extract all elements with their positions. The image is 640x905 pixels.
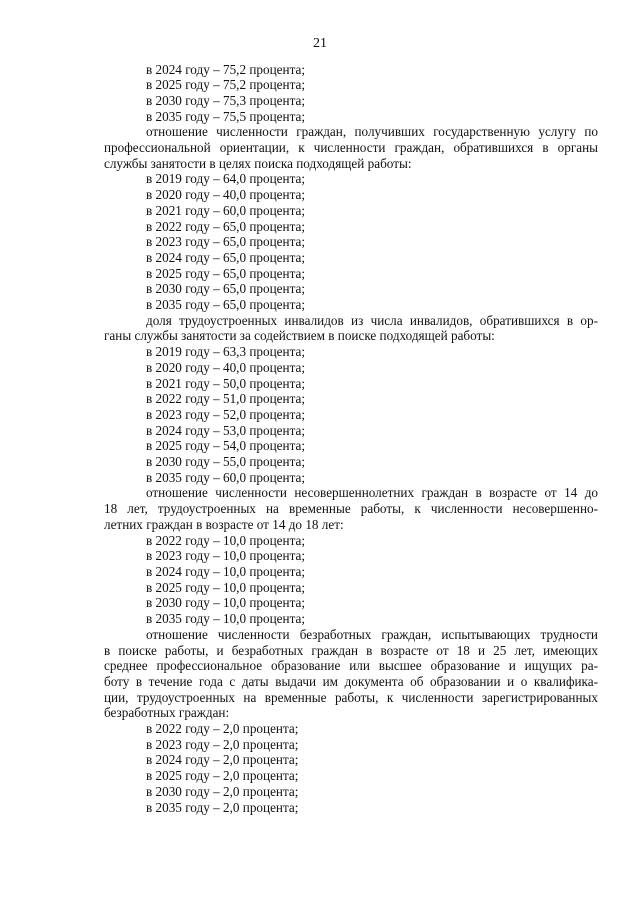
list-item: в 2024 году – 10,0 процента; <box>146 564 306 579</box>
paragraph-line: отношение численности несовершеннолетних граждан в возрасте от 14 до <box>146 485 598 501</box>
list-item: в 2035 году – 65,0 процента; <box>146 297 306 313</box>
list-item: в 2025 году – 2,0 процента; <box>146 768 299 784</box>
list-item: в 2025 году – 65,0 процента; <box>146 265 306 281</box>
paragraph-line: ганы службы занятости за содействием в поиске подходящей работы: <box>104 328 495 344</box>
list-item: в 2024 году – 75,2 процента; <box>146 61 306 77</box>
paragraph <box>104 124 598 171</box>
paragraph-line: летних граждан в возрасте от 14 до 18 лет: <box>104 516 344 532</box>
paragraph-line: в поиске работы, и безработных граждан в возрасте от 18 и 25 лет, имеющих <box>104 642 598 658</box>
list-item: в 2023 году – 52,0 процента; <box>146 406 306 422</box>
paragraph-line: доля трудоустроенных инвалидов из числа инвалидов, обратившихся в ор- <box>146 312 598 328</box>
list-item: в 2021 году – 50,0 процента; <box>146 375 306 391</box>
paragraph-line: среднее профессиональное образование или высшее образование и ищущих ра- <box>104 658 598 674</box>
list-item: в 2023 году – 10,0 процента; <box>146 548 306 564</box>
paragraph-line: службы занятости в целях поиска подходящей работы: <box>104 155 412 171</box>
list-item: в 2024 году – 65,0 процента; <box>146 249 306 265</box>
paragraph <box>104 313 598 344</box>
list-item: в 2020 году – 40,0 процента; <box>146 187 306 203</box>
paragraph <box>104 485 598 532</box>
list-item: в 2024 году – 53,0 процента; <box>146 422 306 438</box>
list-item: в 2035 году – 60,0 процента; <box>146 469 306 485</box>
list-item: в 2030 году – 55,0 процента; <box>146 454 306 470</box>
list-item: в 2030 году – 10,0 процента; <box>146 595 306 611</box>
list-item: в 2020 году – 40,0 процента; <box>146 359 306 375</box>
list-item: в 2025 году – 10,0 процента; <box>146 579 306 595</box>
list-item: в 2035 году – 10,0 процента; <box>146 611 306 627</box>
list-item: в 2021 году – 60,0 процента; <box>146 202 306 218</box>
list-item: в 2030 году – 2,0 процента; <box>146 783 299 799</box>
paragraph-line: отношение численности граждан, получивших государственную услугу по <box>146 124 598 140</box>
list-item: в 2019 году – 63,3 процента; <box>146 344 306 360</box>
list-item: в 2025 году – 54,0 процента; <box>146 438 306 454</box>
list-item: в 2022 году – 2,0 процента; <box>146 721 299 737</box>
list-item: в 2030 году – 75,3 процента; <box>146 92 306 108</box>
paragraph-line: отношение численности безработных граждан, испытывающих трудности <box>146 626 598 642</box>
document-body <box>104 62 598 816</box>
page-number: 21 <box>313 36 327 51</box>
list-item: в 2030 году – 65,0 процента; <box>146 281 306 297</box>
paragraph <box>104 627 598 721</box>
list-item: в 2022 году – 10,0 процента; <box>146 532 306 548</box>
paragraph-line: 18 лет, трудоустроенных на временные работы, к численности несовершенно- <box>104 501 598 517</box>
list-item: в 2023 году – 2,0 процента; <box>146 736 299 752</box>
list-item: в 2022 году – 65,0 процента; <box>146 218 306 234</box>
list-item: в 2019 году – 64,0 процента; <box>146 171 306 187</box>
list-item: в 2023 году – 65,0 процента; <box>146 234 306 250</box>
list-item: в 2025 году – 75,2 процента; <box>146 77 306 93</box>
paragraph-line: профессиональной ориентации, к численности граждан, обратившихся в органы <box>104 140 598 156</box>
paragraph-line: ции, трудоустроенных на временные работы, к численности зарегистрированных <box>104 689 598 705</box>
paragraph-line: боту в течение года с даты выдачи им документа об образовании и о квалифика- <box>104 673 598 689</box>
list-item: в 2022 году – 51,0 процента; <box>146 391 306 407</box>
list-item: в 2035 году – 2,0 процента; <box>146 799 299 815</box>
list-item: в 2024 году – 2,0 процента; <box>146 752 299 768</box>
list-item: в 2035 году – 75,5 процента; <box>146 108 306 124</box>
paragraph-line: безработных граждан: <box>104 705 230 721</box>
